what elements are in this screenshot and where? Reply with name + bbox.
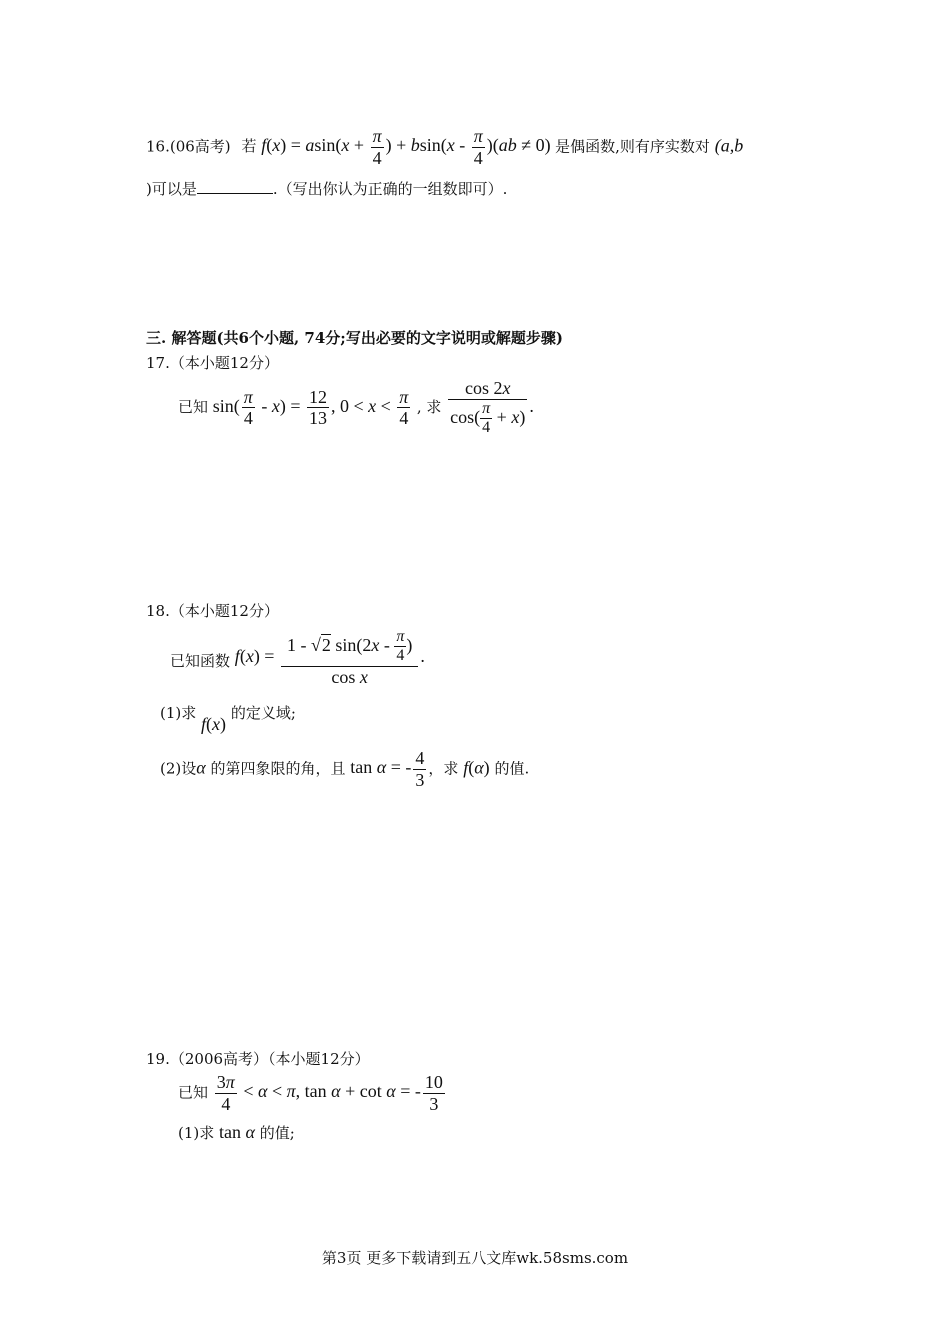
question-16 — [146, 126, 743, 168]
q17-known: 已知 — [178, 397, 209, 416]
q18-part-2 — [160, 748, 529, 790]
q18-formula: f(x) = 1 - √2 sin(2x - $\frac{\pi}{4}$ ) cos x . — [234, 628, 425, 687]
q17-seek: , 求 — [416, 397, 442, 416]
q18-part2-func: f(α) — [463, 757, 490, 778]
q18-part1-b: 的定义域; — [230, 704, 296, 722]
q18-part2-d: 的值. — [494, 759, 530, 778]
page-footer: 第3页 更多下载请到五八文库wk.58sms.com — [321, 1249, 629, 1267]
q19-formula: $\frac{3\pi}{4}$ < α < π, tan α + cot α = - $\frac{10}{3}$ — [216, 1072, 443, 1114]
q16-formula: f(x) = asin(x + $\frac{\pi}{4}$ ) + bsin(x - $\frac{\pi}{4}$ )(ab ≠ 0) — [261, 126, 556, 168]
q18-part2-a: (2)设 — [160, 759, 197, 778]
section-3-title: 三. 解答题(共6个小题, 74分;写出必要的文字说明或解题步骤) — [146, 329, 563, 347]
question-18 — [170, 628, 425, 687]
question-19 — [178, 1072, 447, 1114]
q18-known-func: 已知函数 — [170, 652, 231, 670]
q19-part1-a: (1)求 — [178, 1124, 215, 1142]
q18-part-1 — [160, 702, 296, 734]
q18-part2-formula: tan α = - $\frac{4}{3}$ — [350, 748, 425, 790]
q17-label: 17.（本小题12分） — [146, 354, 279, 372]
q16-is-even: 是偶函数,则有序实数对 — [555, 137, 710, 156]
answer-blank[interactable] — [197, 179, 273, 194]
q16-line2-open: )可以是 — [146, 180, 197, 198]
q18-label: 18.（本小题12分） — [146, 602, 279, 620]
q18-part2-c: ，求 — [428, 759, 459, 778]
q17-formula-2: cos 2x cos( $\frac{\pi}{4}$ + x) . — [450, 378, 534, 437]
question-16-line2 — [146, 178, 507, 199]
q19-part1-b: 的值; — [259, 1124, 295, 1142]
q19-known: 已知 — [178, 1083, 209, 1102]
q16-pair: (a,b — [714, 135, 744, 156]
q18-part2-b: 的第四象限的角，且 — [210, 759, 346, 778]
q18-part1-func: f(x) — [201, 714, 227, 734]
q16-label: 16. — [146, 137, 170, 156]
q16-lead: 若 — [241, 137, 257, 156]
q18-part1-a: (1)求 — [160, 704, 197, 722]
q17-formula-1: sin( $\frac{\pi}{4}$ - x) = $\frac{12}{13}$ , 0 < x < $\frac{\pi}{4}$ — [212, 386, 409, 429]
q19-part-1 — [178, 1122, 295, 1143]
q16-source: (06高考) — [169, 137, 231, 156]
q19-label: 19.（2006高考）（本小题12分） — [146, 1050, 370, 1068]
alpha-symbol: α — [196, 757, 206, 778]
q16-line2-tail: .（写出你认为正确的一组数即可）. — [272, 180, 508, 198]
q19-part1-formula: tan α — [219, 1122, 255, 1142]
question-17 — [178, 378, 534, 437]
